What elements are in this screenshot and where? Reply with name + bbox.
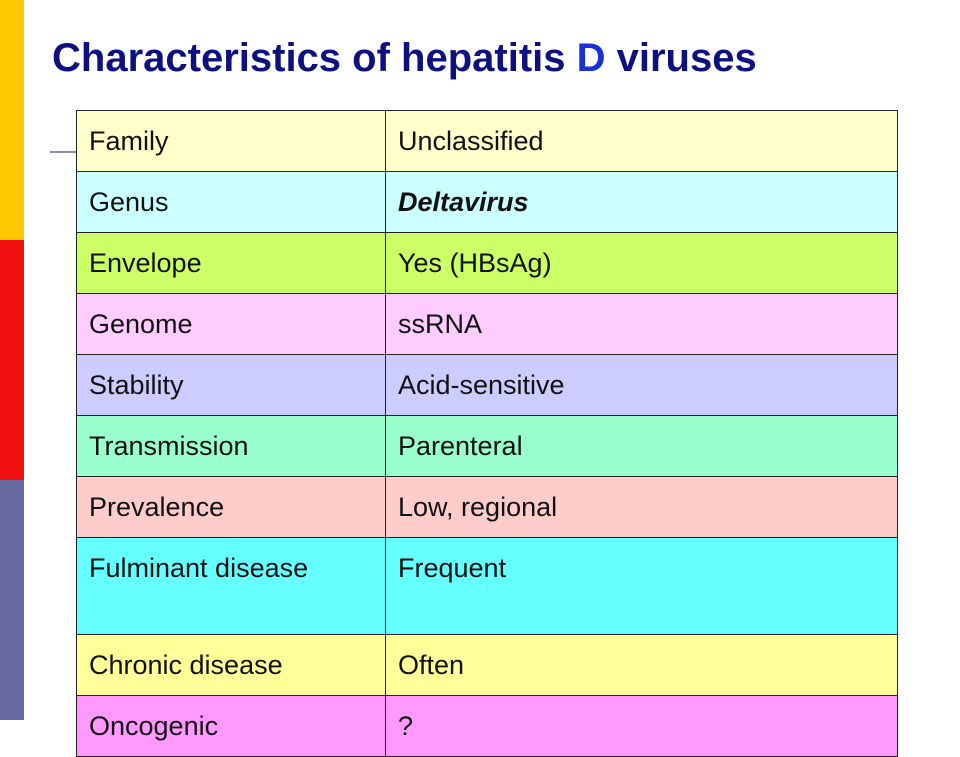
- side-bar-red: [0, 240, 24, 480]
- row-label: Oncogenic: [77, 696, 386, 757]
- table-row-oncogenic: [77, 696, 898, 757]
- row-label: Transmission: [77, 416, 386, 477]
- table-row-envelope: [77, 233, 898, 294]
- row-value: Often: [386, 635, 898, 696]
- table-row-genome: [77, 294, 898, 355]
- row-label: Fulminant disease: [77, 538, 386, 635]
- table-row-genus: [77, 172, 898, 233]
- title-suffix: viruses: [605, 36, 757, 80]
- side-bar-slate: [0, 480, 24, 720]
- table-row-transmission: [77, 416, 898, 477]
- row-label: Chronic disease: [77, 635, 386, 696]
- table-row-fulminant-disease: [77, 538, 898, 635]
- row-value: Low, regional: [386, 477, 898, 538]
- row-value: ?: [386, 696, 898, 757]
- characteristics-table: [76, 110, 898, 757]
- table-row-prevalence: [77, 477, 898, 538]
- row-value: Parenteral: [386, 416, 898, 477]
- side-bar-yellow: [0, 0, 24, 240]
- row-label: Genome: [77, 294, 386, 355]
- table-row-family: [77, 111, 898, 172]
- title-prefix: Characteristics of hepatitis: [52, 36, 577, 80]
- row-value: Acid-sensitive: [386, 355, 898, 416]
- row-label: Genus: [77, 172, 386, 233]
- table-row-stability: [77, 355, 898, 416]
- title-rule: [50, 151, 78, 153]
- row-value: Unclassified: [386, 111, 898, 172]
- row-value: Frequent: [386, 538, 898, 635]
- row-value: ssRNA: [386, 294, 898, 355]
- table-row-chronic-disease: [77, 635, 898, 696]
- row-value: Deltavirus: [386, 172, 898, 233]
- row-label: Prevalence: [77, 477, 386, 538]
- title-accent: D: [576, 36, 606, 80]
- row-value: Yes (HBsAg): [386, 233, 898, 294]
- slide-title: [52, 36, 757, 81]
- row-label: Envelope: [77, 233, 386, 294]
- row-label: Stability: [77, 355, 386, 416]
- row-label: Family: [77, 111, 386, 172]
